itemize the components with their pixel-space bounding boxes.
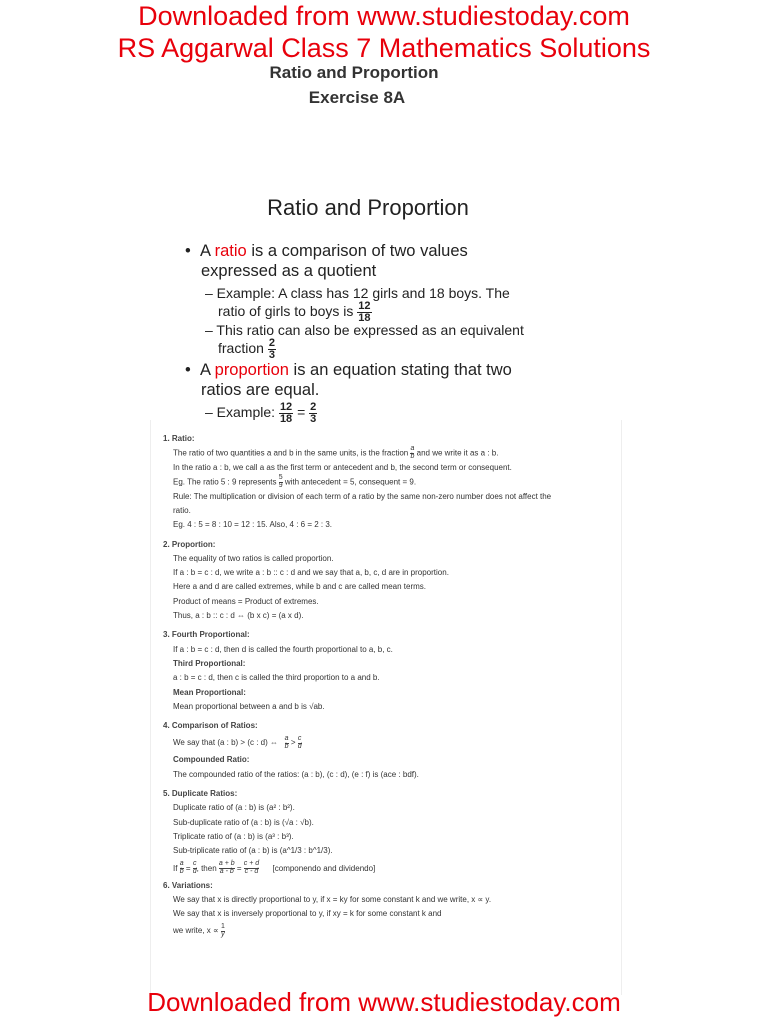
download-banner: Downloaded from www.studiestoday.com xyxy=(138,1,630,31)
chapter-title: Ratio and Proportion xyxy=(269,63,439,82)
note-line: a : b = c : d, then c is called the third proportion to a and b. xyxy=(173,673,380,683)
note-line: Mean proportional between a and b is √ab. xyxy=(173,701,325,711)
section-heading: 6. Variations: xyxy=(163,880,213,890)
section-heading: 2. Proportion: xyxy=(163,539,216,549)
notes xyxy=(163,432,613,941)
note-line: Duplicate ratio of (a : b) is (a² : b²). xyxy=(173,803,295,813)
bullet-ratio: • A ratio is a comparison of two values xyxy=(185,242,468,260)
exercise-title: Exercise 8A xyxy=(308,88,406,107)
sub-heading: Compounded Ratio: xyxy=(173,755,250,765)
note-line: Sub-triplicate ratio of (a : b) is (a^1/3 : b^1/3). xyxy=(173,846,333,856)
bullet-proportion-cont: ratios are equal. xyxy=(201,381,320,399)
note-line: Thus, a : b :: c : d ⇔ (b x c) = (a x d). xyxy=(173,611,304,621)
note-line: The equality of two ratios is called proportion. xyxy=(173,553,334,563)
note-line: ratio. xyxy=(173,505,191,515)
section-heading: 3. Fourth Proportional: xyxy=(163,630,250,640)
note-line: In the ratio a : b, we call a as the first term or antecedent and b, the second term or consequent. xyxy=(173,462,512,472)
sub-heading: Third Proportional: xyxy=(173,658,246,668)
note-line: Sub-duplicate ratio of (a : b) is (√a : √b). xyxy=(173,817,314,827)
sub-heading: Mean Proportional: xyxy=(173,687,246,697)
sub-example-2: – Example: $\frac{12}{18}$ = $\frac{2}{3}$ xyxy=(205,401,317,425)
section-heading: 4. Comparison of Ratios: xyxy=(163,721,258,731)
note-line: Here a and d are called extremes, while b and c are called mean terms. xyxy=(173,582,427,592)
sub-example-1: – Example: A class has 12 girls and 18 boys. The xyxy=(205,285,510,301)
section-heading: 1. Ratio: xyxy=(163,434,195,443)
document-title: RS Aggarwal Class 7 Mathematics Solutions xyxy=(117,33,651,63)
note-line: Triplicate ratio of (a : b) is (a³ : b³). xyxy=(173,831,294,841)
note-line: If a : b = c : d, then d is called the fourth proportional to a, b, c. xyxy=(173,644,393,654)
slide-title: Ratio and Proportion xyxy=(267,195,469,220)
note-line: Rule: The multiplication or division of each term of a ratio by the same non-zero number does not affect the xyxy=(173,491,552,501)
note-line: Eg. The ratio 5 : 9 represents $\frac{5}{9}$ with antecedent = 5, consequent = 9. xyxy=(173,474,417,489)
sub-example-1-cont: ratio of girls to boys is $\frac{12}{18}$ xyxy=(218,300,371,324)
note-line: We say that (a : b) > (c : d) ⇔ $\frac{a}{b}$ > $\frac{c}{d}$ xyxy=(173,735,302,750)
note-line: The compounded ratio of the ratios: (a : b), (c : d), (e : f) is (ace : bdf). xyxy=(173,769,419,779)
note-line: We say that x is inversely proportional to y, if xy = k for some constant k and xyxy=(173,909,442,919)
note-line: We say that x is directly proportional to y, if x = ky for some constant k and we write, x ∝ y. xyxy=(173,894,492,904)
section-heading: 5. Duplicate Ratios: xyxy=(163,789,238,799)
download-footer: Downloaded from www.studiestoday.com xyxy=(147,987,621,1017)
note-line: If $\frac{a}{b}$ = $\frac{c}{d}$ , then $\frac{a + b}{a - b}$ = $\frac{c + d}{c - d}$ [componendo and dividendo] xyxy=(173,860,376,875)
sub-equivalent: – This ratio can also be expressed as an equivalent xyxy=(205,322,524,338)
bullet-ratio-cont: expressed as a quotient xyxy=(201,262,377,280)
bullet-proportion: • A proportion is an equation stating that two xyxy=(185,361,512,379)
note-line: If a : b = c : d, we write a : b :: c : d and we say that a, b, c, d are in proportion. xyxy=(173,568,449,578)
note-line: The ratio of two quantities a and b in the same units, is the fraction $\frac{a}{b}$ and we write it as a : b. xyxy=(173,445,499,460)
sub-equivalent-cont: fraction $\frac{2}{3}$ xyxy=(218,337,275,361)
note-line: Eg. 4 : 5 = 8 : 10 = 12 : 15. Also, 4 : 6 = 2 : 3. xyxy=(173,520,332,530)
note-line: we write, x ∝ $\frac{1}{y}$ xyxy=(173,923,225,938)
note-line: Product of means = Product of extremes. xyxy=(173,596,319,606)
